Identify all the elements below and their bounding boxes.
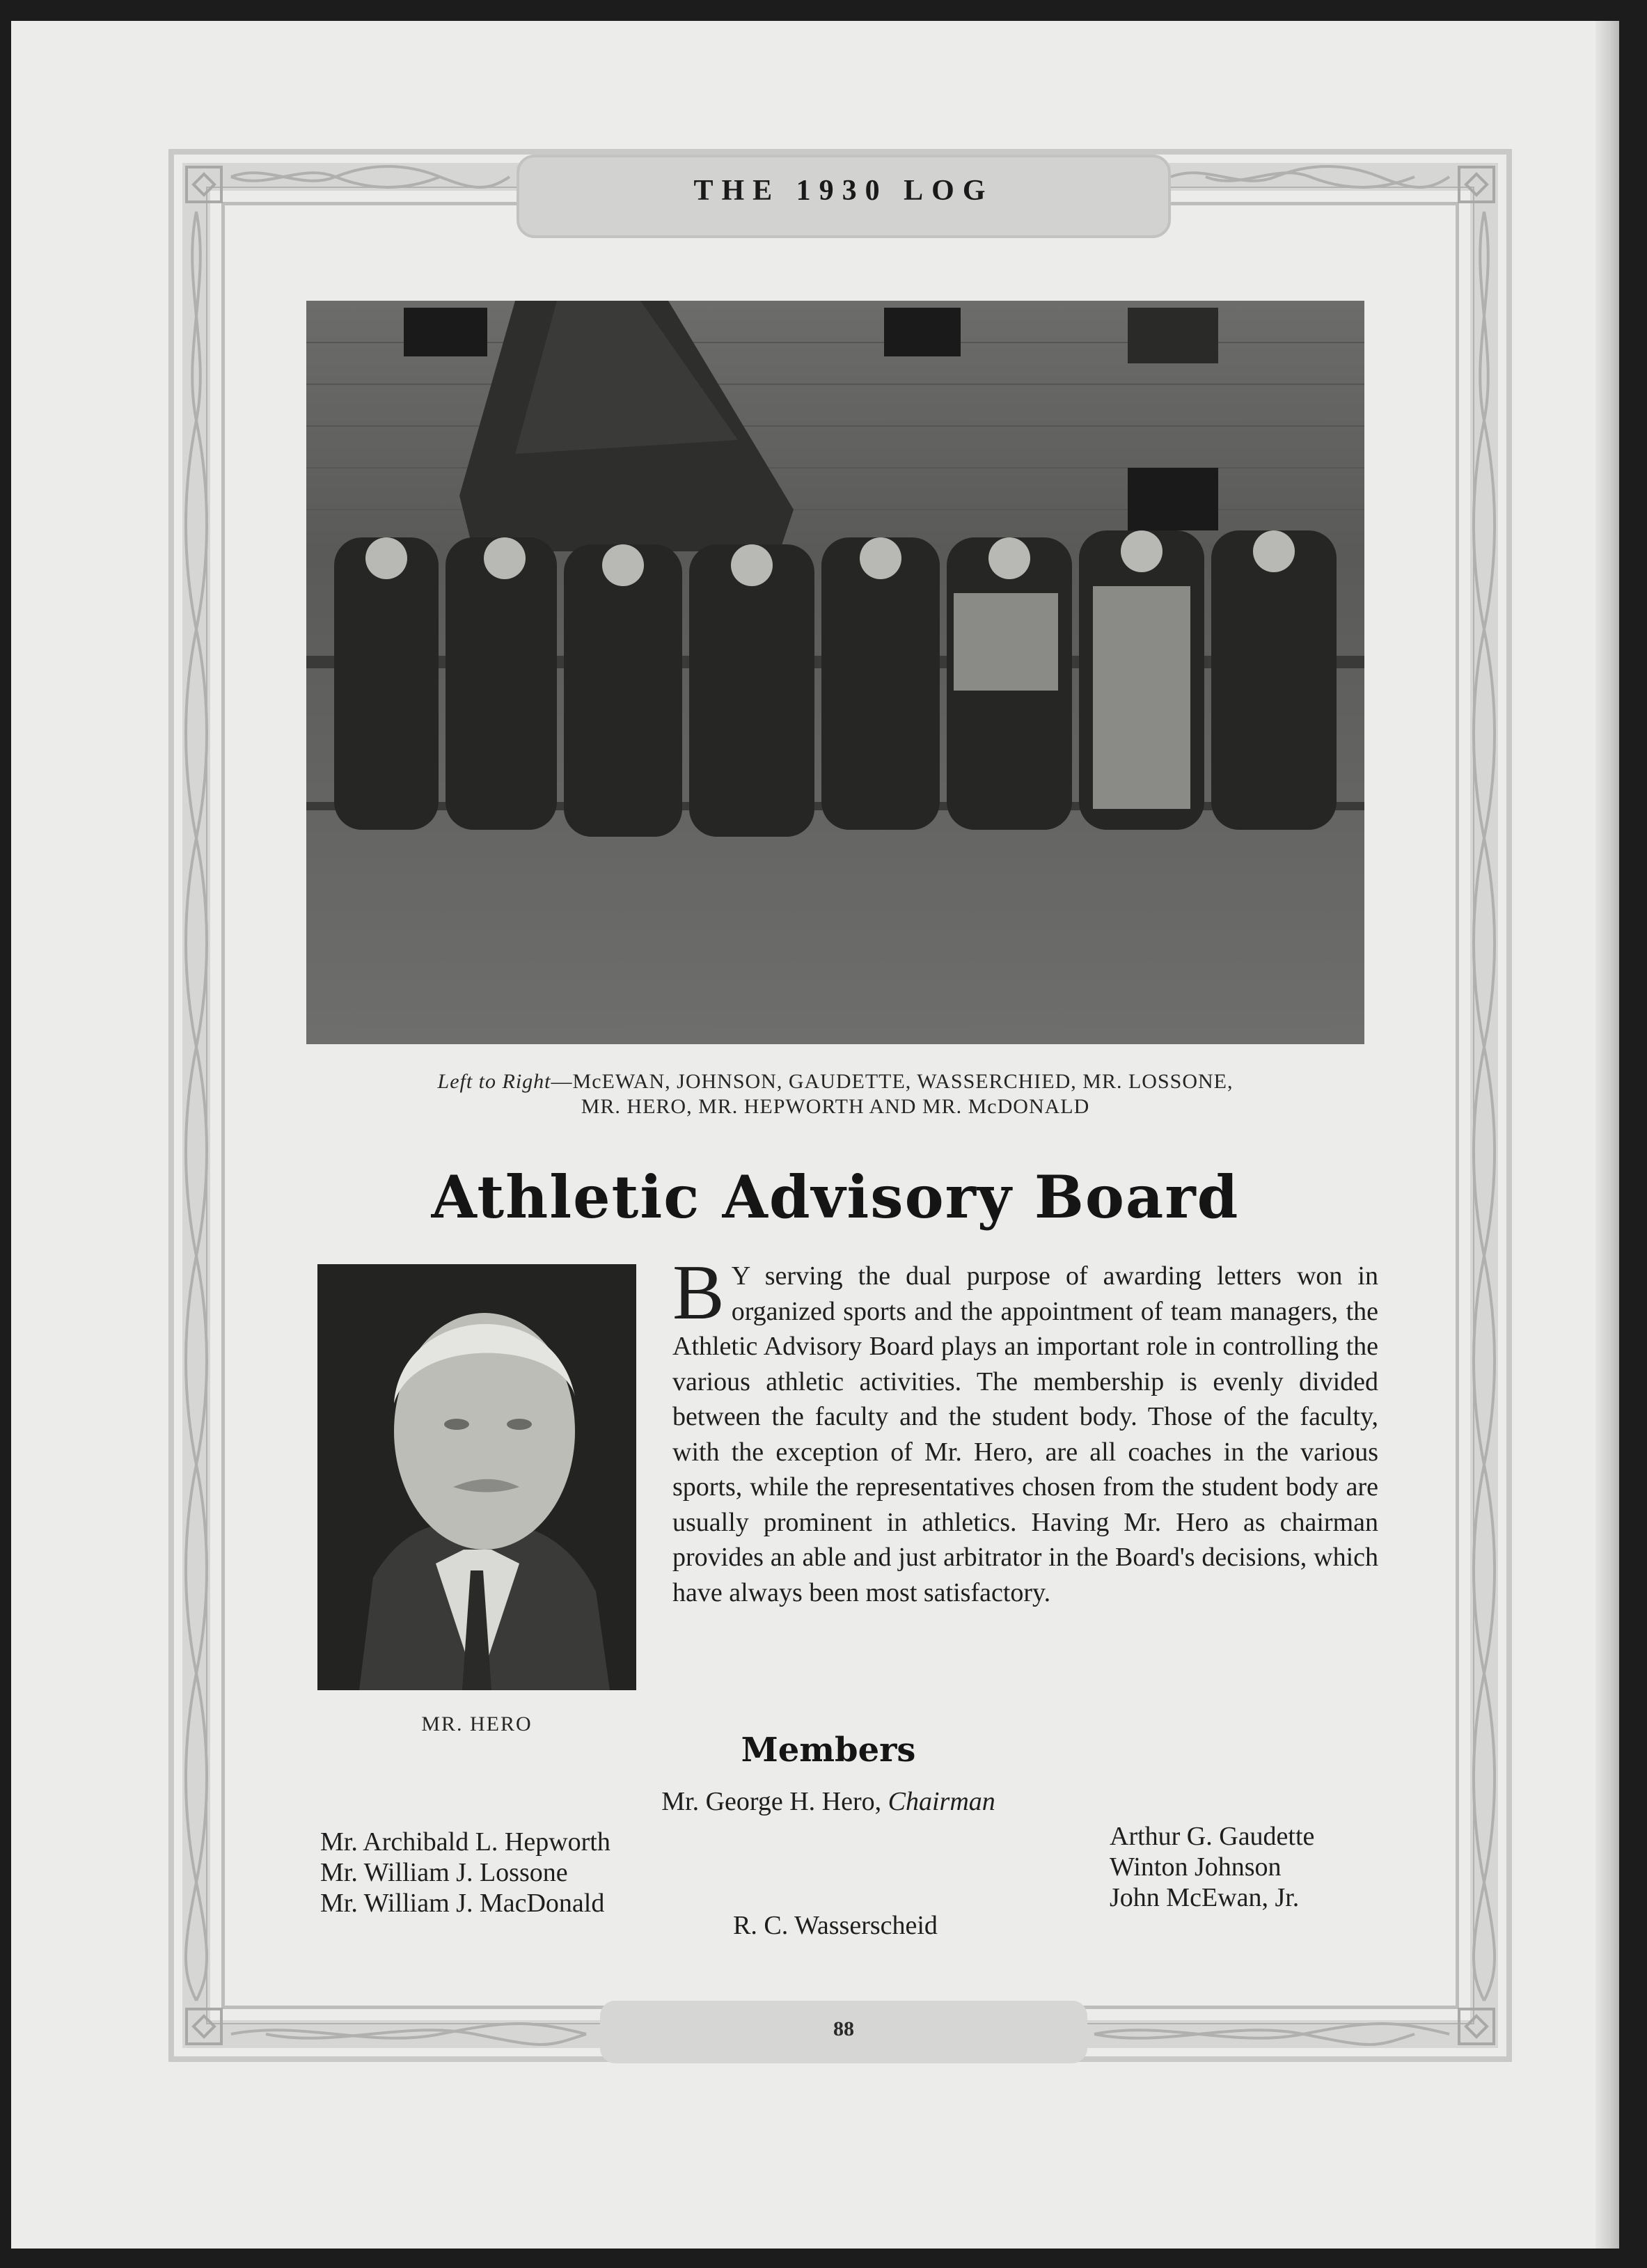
- student-members-list: [1110, 1821, 1314, 1913]
- chairman-line: [487, 1786, 1169, 1817]
- drop-cap: B: [672, 1250, 725, 1336]
- section-title: Athletic Advisory Board: [431, 1163, 1240, 1231]
- members-heading: Members: [741, 1731, 916, 1770]
- group-photograph: [306, 301, 1364, 1044]
- portrait-caption: MR. HERO: [421, 1712, 533, 1735]
- portrait-image: [317, 1264, 636, 1690]
- group-photo-caption: [306, 1069, 1364, 1119]
- member-name: Winton Johnson: [1110, 1852, 1282, 1882]
- member-name: Mr. William J. Lossone: [320, 1858, 568, 1887]
- portrait-photograph: [317, 1264, 636, 1690]
- member-name: Mr. William J. MacDonald: [320, 1889, 605, 1918]
- caption-line-1: —McEWAN, JOHNSON, GAUDETTE, WASSERCHIED, MR. LOSSONE,: [551, 1070, 1234, 1093]
- chairman-name: Mr. George H. Hero,: [661, 1787, 888, 1816]
- member-name: John McEwan, Jr.: [1110, 1883, 1300, 1912]
- body-paragraph: [672, 1250, 1378, 1610]
- caption-lead: Left to Right: [437, 1070, 551, 1093]
- group-photo-image: [306, 301, 1364, 1044]
- faculty-members-list: [320, 1827, 610, 1919]
- member-name-center: R. C. Wasserscheid: [733, 1911, 938, 1940]
- running-header: THE 1930 LOG: [693, 175, 994, 207]
- page-gutter-shadow: [1595, 21, 1619, 2249]
- body-text: Y serving the dual purpose of awarding letters won in organized sports and the appointment of team managers, the Athletic Advisory Board plays an important role in controlling the various athletic activities. The membership is evenly divided between the faculty and the student body. Those of the faculty, with the exception of Mr. Hero, are all coaches in the various sports, while the representatives chosen from the student body are usually prominent in athletics. Having Mr. Hero as chairman provides an able and just arbitrator in the Board's decisions, which have always been most satisfactory.: [672, 1261, 1378, 1607]
- member-name: Arthur G. Gaudette: [1110, 1822, 1315, 1851]
- chairman-role: Chairman: [888, 1787, 995, 1816]
- page-number: 88: [833, 2017, 854, 2040]
- caption-line-2: MR. HERO, MR. HEPWORTH AND MR. McDONALD: [581, 1095, 1090, 1118]
- member-name: Mr. Archibald L. Hepworth: [320, 1827, 610, 1857]
